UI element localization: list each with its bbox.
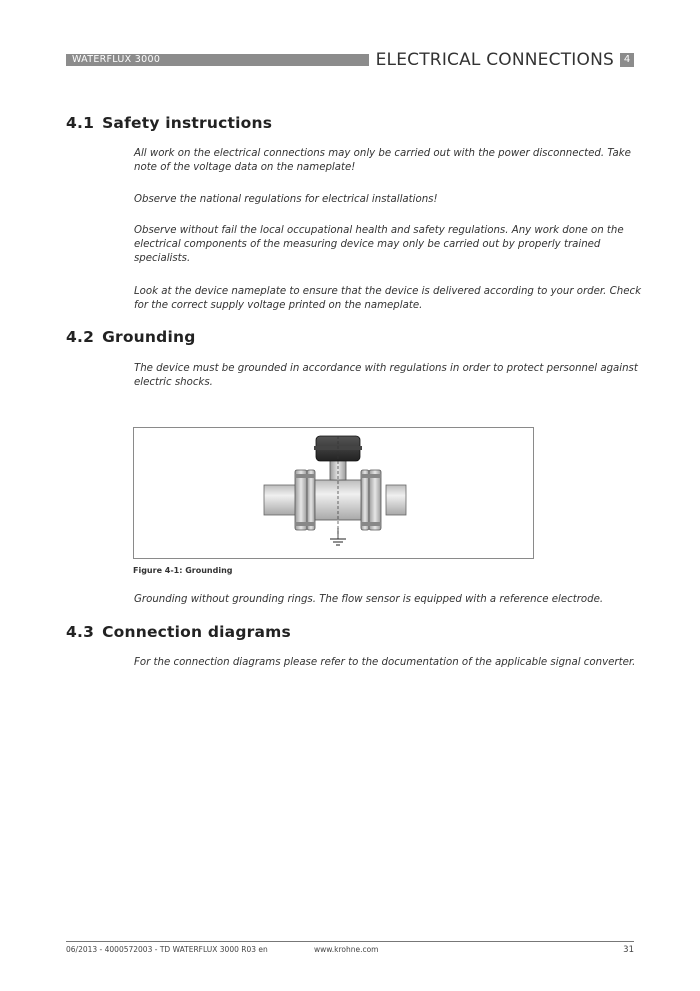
paragraph: The device must be grounded in accordance with regulations in order to protect personnel against electric shocks. [134, 363, 638, 388]
paragraph: For the connection diagrams please refer to the documentation of the applicable signal converter. [134, 657, 636, 668]
grounding-figure [133, 427, 534, 559]
section-heading-connection-diagrams [66, 623, 291, 641]
page-number: 31 [623, 945, 634, 955]
paragraph: All work on the electrical connections may only be carried out with the power disconnected. Take note of the voltage data on the nameplate! [134, 148, 631, 173]
page-header [66, 51, 634, 69]
section-title: Connection diagrams [102, 623, 291, 641]
footer-website: www.krohne.com [314, 945, 379, 954]
section-number: 4.2 [66, 328, 95, 346]
section-heading-grounding [66, 328, 196, 346]
paragraph: Observe the national regulations for electrical installations! [134, 194, 438, 205]
footer-divider [66, 941, 634, 942]
paragraph: Grounding without grounding rings. The flow sensor is equipped with a reference electrode. [134, 594, 604, 605]
flowmeter-grounding-illustration [134, 428, 533, 558]
section-title: Safety instructions [102, 114, 273, 132]
paragraph: Look at the device nameplate to ensure that the device is delivered according to your order. Check for the correct supply voltage printed on the nameplate. [134, 286, 641, 311]
chapter-number: 4 [620, 53, 634, 67]
figure-caption: Figure 4-1: Grounding [133, 566, 233, 575]
chapter-title: ELECTRICAL CONNECTIONS [375, 50, 614, 70]
section-heading-safety [66, 114, 272, 132]
footer-document-id: 06/2013 - 4000572003 - TD WATERFLUX 3000 R03 en [66, 945, 268, 954]
section-number: 4.1 [66, 114, 95, 132]
paragraph: Observe without fail the local occupational health and safety regulations. Any work done on the electrical components of the measuring device may only be carried out by properly trained specialists. [134, 225, 624, 264]
section-number: 4.3 [66, 623, 95, 641]
product-name: WATERFLUX 3000 [66, 54, 369, 66]
section-title: Grounding [102, 328, 196, 346]
